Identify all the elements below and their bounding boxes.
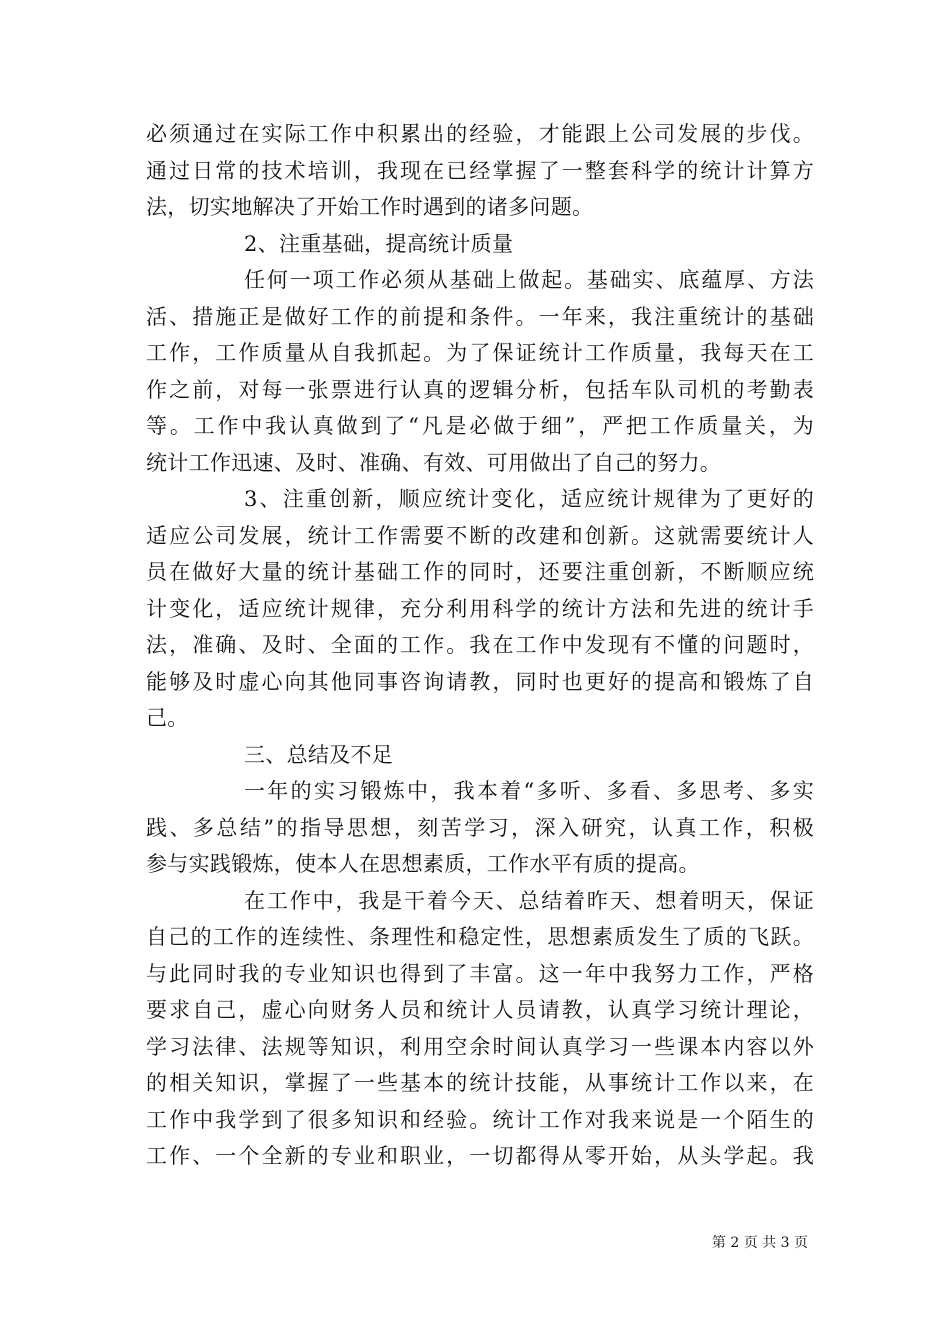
document-body bbox=[146, 116, 814, 1175]
section-heading: 3、注重创新，顺应统计变化，适应统计规律为了更好的 bbox=[244, 487, 814, 511]
text-line: 工作中我学到了很多知识和经验。统计工作对我来说是一个陌生的 bbox=[146, 1107, 814, 1132]
text-line: 能够及时虚心向其他同事咨询请教，同时也更好的提高和锻炼了自 bbox=[146, 669, 814, 694]
text-line: 己。 bbox=[146, 706, 189, 730]
section-heading: 2、注重基础，提高统计质量 bbox=[244, 231, 514, 256]
text-line: 法，切实地解决了开始工作时遇到的诸多问题。 bbox=[146, 195, 594, 219]
text-line: 员在做好大量的统计基础工作的同时，还要注重创新，不断顺应统 bbox=[146, 560, 814, 584]
text-line: 工作，工作质量从自我抓起。为了保证统计工作质量，我每天在工 bbox=[146, 341, 814, 365]
text-line: 参与实践锻炼，使本人在思想素质，工作水平有质的提高。 bbox=[146, 852, 700, 876]
section-heading: 三、总结及不足 bbox=[244, 742, 394, 767]
text-line: 通过日常的技术培训，我现在已经掌握了一整套科学的统计计算方 bbox=[146, 158, 814, 183]
text-line: 学习法律、法规等知识，利用空余时间认真学习一些课本内容以外 bbox=[146, 1034, 814, 1059]
text-line: 活、措施正是做好工作的前提和条件。一年来，我注重统计的基础 bbox=[146, 304, 814, 329]
text-line: 要求自己，虚心向财务人员和统计人员请教，认真学习统计理论， bbox=[146, 998, 814, 1022]
page-footer bbox=[0, 1232, 808, 1252]
text-line: 法，准确、及时、全面的工作。我在工作中发现有不懂的问题时， bbox=[146, 633, 814, 657]
text-line: 计变化，适应统计规律，充分利用科学的统计方法和先进的统计手 bbox=[146, 596, 814, 621]
text-line: 一年的实习锻炼中，我本着“多听、多看、多思考、多实 bbox=[244, 779, 814, 803]
text-line: 在工作中，我是干着今天、总结着昨天、想着明天，保证 bbox=[244, 888, 814, 913]
text-line: 践、多总结”的指导思想，刻苦学习，深入研究，认真工作，积极 bbox=[146, 815, 814, 840]
text-line: 作之前，对每一张票进行认真的逻辑分析，包括车队司机的考勤表 bbox=[146, 377, 814, 402]
text-line: 等。工作中我认真做到了“凡是必做于细”，严把工作质量关，为 bbox=[146, 414, 814, 438]
text-line: 任何一项工作必须从基础上做起。基础实、底蕴厚、方法 bbox=[244, 268, 814, 292]
text-line: 的相关知识，掌握了一些基本的统计技能，从事统计工作以来，在 bbox=[146, 1071, 814, 1095]
page-number: 第 2 页 共 3 页 bbox=[711, 1235, 808, 1251]
text-line: 自己的工作的连续性、条理性和稳定性，思想素质发生了质的飞跃。 bbox=[146, 925, 814, 949]
text-line: 与此同时我的专业知识也得到了丰富。这一年中我努力工作，严格 bbox=[146, 961, 814, 986]
text-line: 适应公司发展，统计工作需要不断的改建和创新。这就需要统计人 bbox=[146, 523, 814, 548]
text-line: 统计工作迅速、及时、准确、有效、可用做出了自己的努力。 bbox=[146, 450, 722, 475]
text-line: 工作、一个全新的专业和职业，一切都得从零开始，从头学起。我 bbox=[146, 1144, 814, 1168]
text-line: 必须通过在实际工作中积累出的经验，才能跟上公司发展的步伐。 bbox=[146, 122, 814, 146]
